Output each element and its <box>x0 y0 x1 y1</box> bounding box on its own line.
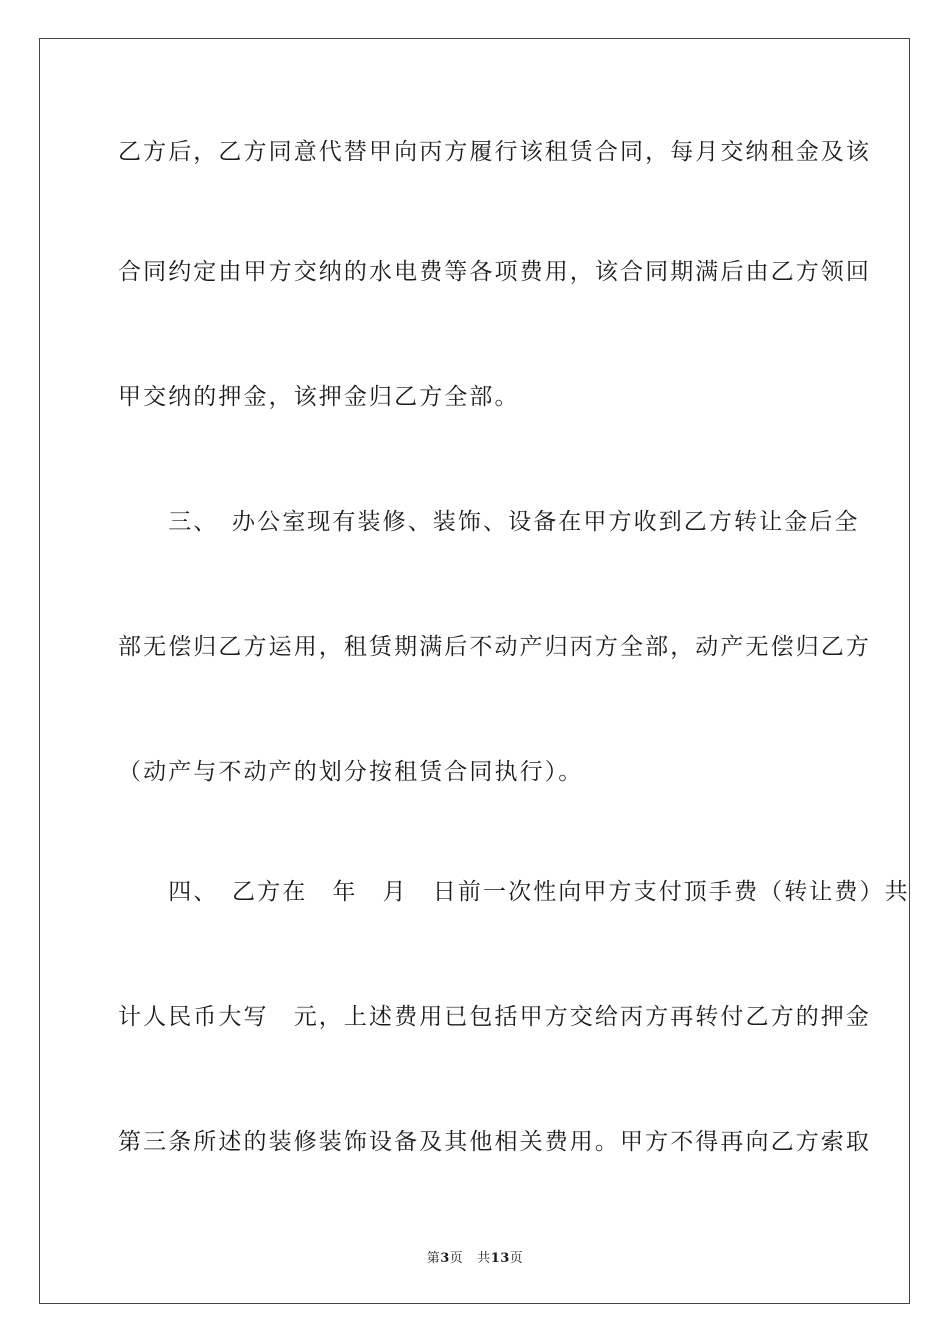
clause-four-line-2: 计人民币大写 元，上述费用已包括甲方交给丙方再转付乙方的押金 <box>118 1004 871 1030</box>
page-suffix: 页 <box>449 1251 464 1266</box>
body-text-line-3: 甲交纳的押金，该押金归乙方全部。 <box>118 384 520 410</box>
total-prefix: 共 <box>477 1251 491 1266</box>
total-pages: 13 <box>490 1251 510 1266</box>
page-footer <box>0 1247 950 1266</box>
page-number: 3 <box>440 1251 450 1266</box>
page-border <box>39 38 910 1304</box>
clause-three-line-2: 部无偿归乙方运用，租赁期满后不动产归丙方全部，动产无偿归乙方 <box>118 634 871 660</box>
clause-four-line-3: 第三条所述的装修装饰设备及其他相关费用。甲方不得再向乙方索取 <box>118 1129 871 1155</box>
body-text-line-2: 合同约定由甲方交纳的水电费等各项费用，该合同期满后由乙方领回 <box>118 259 871 285</box>
clause-three-line-3: （动产与不动产的划分按租赁合同执行）。 <box>118 759 584 785</box>
total-suffix: 页 <box>509 1251 524 1266</box>
clause-four-line-1: 四、 乙方在 年 月 日前一次性向甲方支付顶手费（转让费）共 <box>118 879 910 905</box>
body-text-line-1: 乙方后，乙方同意代替甲向丙方履行该租赁合同，每月交纳租金及该 <box>118 139 871 165</box>
page-prefix: 第 <box>426 1251 441 1266</box>
clause-three-line-1: 三、 办公室现有装修、装饰、设备在甲方收到乙方转让金后全 <box>118 509 860 535</box>
